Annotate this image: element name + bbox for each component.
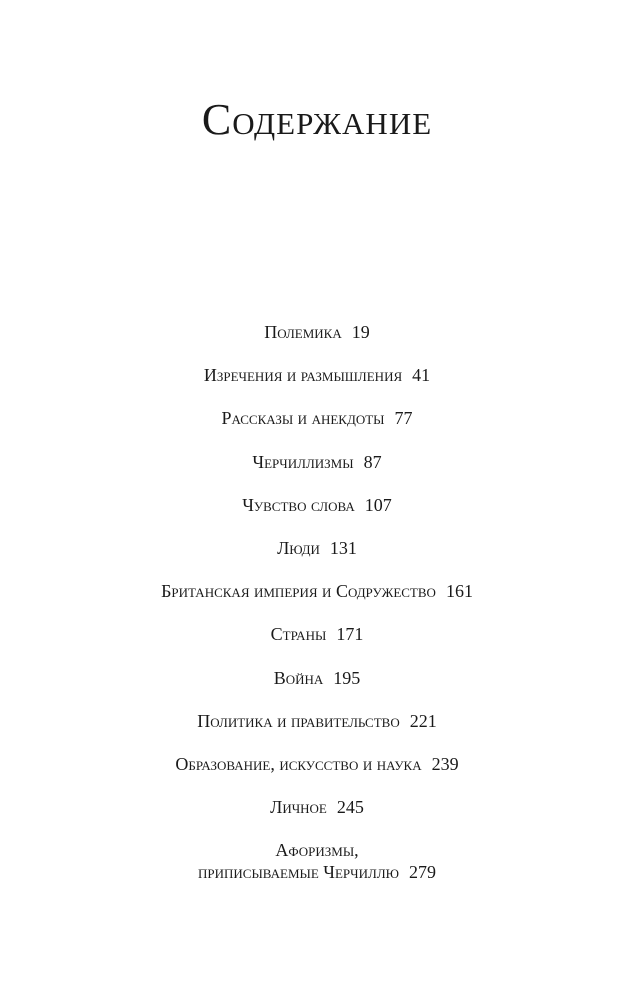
toc-entry-label: Рассказы и анекдоты — [221, 408, 385, 429]
toc-entry-label-line1: Афоризмы, — [275, 840, 359, 861]
toc-entry — [0, 796, 634, 818]
toc-entry-label: Британская империя и Содружество — [161, 581, 436, 602]
table-of-contents — [0, 321, 634, 904]
toc-entry-page: 41 — [412, 365, 431, 386]
toc-entry-page: 239 — [431, 753, 459, 774]
toc-entry-page: 161 — [445, 581, 473, 602]
toc-entry-label-line2: приписываемые Черчиллю — [197, 862, 399, 883]
toc-entry — [0, 839, 634, 883]
toc-entry-page: 279 — [409, 862, 436, 883]
toc-entry-page: 19 — [351, 322, 370, 342]
toc-entry — [0, 753, 634, 775]
toc-entry-label: Страны — [270, 624, 327, 645]
toc-entry-label-line2-wrap — [0, 861, 634, 883]
toc-entry-page: 195 — [333, 667, 361, 688]
toc-entry-label: Война — [273, 667, 324, 688]
toc-entry-label: Полемика — [264, 322, 342, 342]
toc-entry-page: 77 — [394, 408, 413, 429]
toc-entry-label: Черчиллизмы — [252, 451, 354, 472]
page-title: Содержание — [201, 95, 433, 144]
toc-entry-page: 131 — [329, 537, 357, 558]
toc-entry — [0, 451, 634, 473]
toc-entry — [0, 623, 634, 645]
toc-entry — [0, 494, 634, 516]
toc-entry — [0, 580, 634, 602]
toc-entry-page: 107 — [364, 494, 392, 515]
toc-entry — [0, 364, 634, 386]
toc-entry — [0, 321, 634, 343]
toc-entry-page: 245 — [336, 797, 364, 818]
toc-entry-label: Изречения и размышления — [203, 365, 403, 386]
toc-entry-label: Люди — [277, 537, 320, 558]
toc-entry — [0, 667, 634, 689]
toc-entry-page: 221 — [409, 710, 437, 731]
toc-entry-label: Образование, искусство и наука — [175, 753, 422, 774]
toc-entry-label: Политика и правительство — [197, 710, 400, 731]
toc-entry — [0, 710, 634, 732]
toc-entry-label: Личное — [270, 797, 327, 818]
toc-entry-page: 171 — [336, 624, 364, 645]
toc-entry — [0, 537, 634, 559]
toc-entry — [0, 407, 634, 429]
toc-entry-page: 87 — [363, 451, 382, 472]
toc-entry-label: Чувство слова — [242, 494, 355, 515]
